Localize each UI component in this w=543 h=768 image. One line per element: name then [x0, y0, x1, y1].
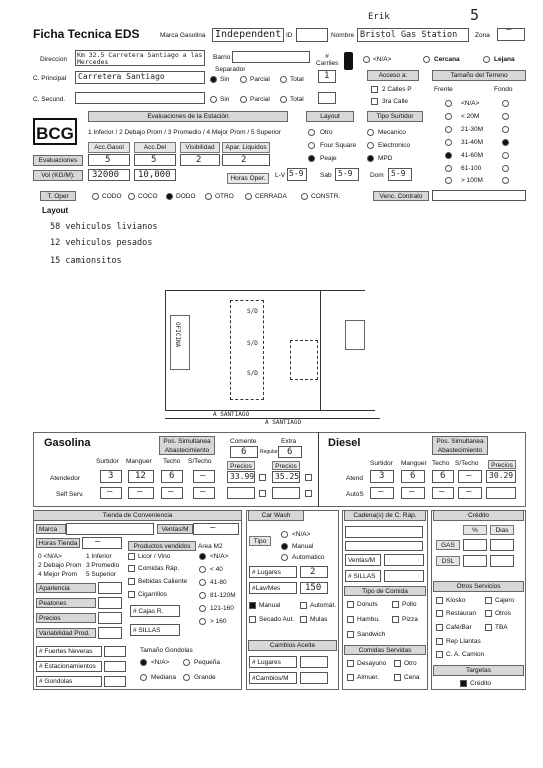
gas-price-2-field[interactable]: 35.25: [272, 471, 300, 483]
carwash-header: Car Wash: [248, 510, 304, 521]
handwritten-name: Erik: [368, 12, 390, 22]
fondo-radio-na[interactable]: [502, 100, 509, 107]
layout-title: Layout: [42, 206, 69, 215]
carwash-lav-value[interactable]: 150: [300, 582, 328, 594]
area-na[interactable]: [199, 553, 206, 560]
eval-header: Evaluaciones de la Estación: [88, 111, 288, 122]
diesel-precios: Precios: [488, 460, 516, 469]
secund-parcial-radio[interactable]: [240, 96, 247, 103]
gas-self-surtidor[interactable]: —: [100, 487, 122, 499]
cadena-header: Cadena(s) de C. Ráp.: [344, 510, 426, 521]
cambios-lugares[interactable]: # Lugares: [249, 656, 297, 668]
estacionamientos-value[interactable]: [104, 661, 126, 672]
toper-dodo[interactable]: [166, 193, 173, 200]
otros-otros[interactable]: [485, 610, 492, 617]
cadena-sillas[interactable]: # SILLAS: [345, 570, 381, 582]
otros-cafe[interactable]: [436, 624, 443, 631]
toper-cerrada[interactable]: [245, 193, 252, 200]
otros-llantas[interactable]: [436, 638, 443, 645]
eval-variabilidad[interactable]: [98, 627, 122, 639]
carwash-lugares[interactable]: # Lugares: [249, 566, 297, 578]
diesel-possim: Pos. Simultanea Abastecimiento: [432, 436, 488, 455]
horas-lv-field[interactable]: 5-9: [287, 168, 307, 181]
secund-total-radio[interactable]: [280, 96, 287, 103]
col-acc-gasol: Acc.Gasol: [88, 142, 130, 153]
layout-note-1: 58 vehiculos livianos: [50, 222, 158, 232]
prod-comidas[interactable]: [128, 565, 135, 572]
bcg-logo: BCG: [33, 118, 77, 145]
cadena-name-field[interactable]: [345, 526, 423, 538]
toper-codo[interactable]: [92, 193, 99, 200]
layout-sketch: OFICINA S/D S/D S/D A SANTIAGO A SANTIAGO: [165, 290, 385, 430]
estacionamientos-field[interactable]: # Estacionamientos: [36, 661, 102, 672]
credito-gas-dias[interactable]: [490, 539, 514, 551]
nombre-label: Nombre: [331, 32, 355, 39]
proximity-na-radio[interactable]: [363, 56, 370, 63]
otros-kiosko[interactable]: [436, 597, 443, 604]
dsl-att-stecho[interactable]: —: [458, 470, 482, 483]
layout-otro-radio[interactable]: [308, 129, 315, 136]
marca-label: Marca Gasolina: [160, 32, 206, 39]
surt-mecanico-radio[interactable]: [367, 129, 374, 136]
nombre-field[interactable]: Bristol Gas Station: [357, 28, 469, 42]
gas-self-check-1[interactable]: [259, 490, 266, 497]
cadena-ventas[interactable]: Ventas/M: [345, 554, 381, 566]
serv-desayuno[interactable]: [347, 660, 354, 667]
office-building: OFICINA: [170, 315, 190, 370]
serv-otro[interactable]: [394, 660, 401, 667]
serv-almuer[interactable]: [347, 674, 354, 681]
prod-cigarrillos[interactable]: [128, 591, 135, 598]
direccion-field[interactable]: Km 32.5 Carretera Santiago a las Mercedes: [75, 50, 205, 66]
secund-sin-radio[interactable]: [210, 96, 217, 103]
frente-radio-60[interactable]: [445, 152, 452, 159]
vol-field-1[interactable]: 32000: [88, 169, 130, 181]
cambios-lugares-value[interactable]: [300, 656, 328, 668]
gondolas-value[interactable]: [104, 676, 126, 687]
cw-manual-check[interactable]: [249, 602, 256, 609]
toper-coco[interactable]: [128, 193, 135, 200]
gasolina-possim: Pos. Simultanea Abastecimiento: [159, 436, 215, 455]
credito-dsl-dias[interactable]: [490, 555, 514, 567]
secund-label: C. Secund.: [33, 96, 66, 103]
dsl-att-surtidor[interactable]: 3: [370, 470, 394, 483]
cambios-header: Cambios Aceite: [248, 640, 337, 651]
horas-sab-field[interactable]: 5-9: [335, 168, 359, 181]
area-40[interactable]: [199, 566, 206, 573]
principal-sin-radio[interactable]: [210, 76, 217, 83]
gond-na[interactable]: [140, 659, 147, 666]
gas-self-techo[interactable]: —: [161, 487, 183, 499]
comida-hambu[interactable]: [347, 616, 354, 623]
carwash-na[interactable]: [281, 531, 288, 538]
frente-radio-20[interactable]: [445, 113, 452, 120]
area-80[interactable]: [199, 579, 206, 586]
acceso-3ra-checkbox[interactable]: [371, 98, 378, 105]
gas-att-stecho[interactable]: —: [193, 470, 215, 483]
pump-island-1: [230, 300, 264, 400]
canopy-building: [345, 320, 365, 350]
cw-mulas-check[interactable]: [300, 616, 307, 623]
cajas-field[interactable]: # Cajas R.: [130, 605, 180, 617]
dsl-att-techo[interactable]: 6: [432, 470, 454, 483]
frente-radio-30[interactable]: [445, 126, 452, 133]
marca-field[interactable]: Independent: [212, 28, 284, 42]
gond-mediana[interactable]: [140, 674, 147, 681]
zona-field[interactable]: —: [497, 28, 525, 41]
comida-pollo[interactable]: [392, 601, 399, 608]
tienda-header: Tienda de Conveniencia: [33, 510, 242, 521]
frente-radio-100[interactable]: [445, 165, 452, 172]
diesel-title: Diesel: [328, 437, 361, 449]
eval-acc-gasol[interactable]: 5: [88, 154, 130, 166]
evaluaciones-label: Evaluaciones: [33, 155, 83, 166]
cambios-mes[interactable]: #Cambios/M: [249, 672, 297, 684]
gas-price-1-check[interactable]: [259, 474, 266, 481]
proximity-lejana-radio[interactable]: [483, 56, 490, 63]
tienda-horas-field[interactable]: —: [82, 537, 122, 549]
layout-note-2: 12 vehiculos pesados: [50, 238, 153, 248]
carwash-manual[interactable]: [281, 543, 288, 550]
gas-self-stecho[interactable]: —: [193, 487, 215, 499]
fondo-radio-30[interactable]: [502, 126, 509, 133]
gas-self-check-2[interactable]: [305, 490, 312, 497]
dsl-auto-price[interactable]: [486, 487, 516, 499]
horas-dom-field[interactable]: 5-9: [388, 168, 412, 181]
cambios-mes-value[interactable]: [300, 672, 328, 684]
eval-apariencia[interactable]: [98, 582, 122, 594]
frente-radio-40[interactable]: [445, 139, 452, 146]
carriles-field[interactable]: 1: [318, 70, 336, 83]
venc-label: Venc. Contrato: [373, 191, 429, 201]
gas-att-surtidor[interactable]: 3: [100, 470, 122, 483]
prod-licor[interactable]: [128, 553, 135, 560]
dsl-auto-stecho[interactable]: —: [458, 487, 482, 499]
page-number: 5: [470, 6, 480, 24]
otros-cajero[interactable]: [485, 597, 492, 604]
gas-precios-1: Precios: [227, 461, 255, 470]
page-title: Ficha Tecnica EDS: [33, 27, 140, 41]
toper-label: T. Oper: [40, 191, 76, 201]
venc-field[interactable]: [432, 190, 526, 201]
eval-scale: 1 Inferior / 2 Debajo Prom / 3 Promedio / 4 Mejor Prom / 5 Superior: [88, 129, 281, 136]
eval-acc-del[interactable]: 5: [134, 154, 176, 166]
serv-cena[interactable]: [394, 674, 401, 681]
fuertes-field[interactable]: # Fuertes Neveras: [36, 646, 102, 657]
credito-gas-pct[interactable]: [463, 539, 487, 551]
gas-price-1-field[interactable]: 33.99: [227, 471, 255, 483]
col-visibilidad: Visibilidad: [180, 142, 220, 153]
tienda-ventas-field[interactable]: —: [193, 523, 239, 535]
surtidor-header: Tipo Surtidor: [367, 111, 423, 122]
eval-peatones[interactable]: [98, 597, 122, 609]
targetas-credito-check[interactable]: [460, 680, 467, 687]
dsl-auto-surtidor[interactable]: —: [370, 487, 394, 499]
toper-otro[interactable]: [205, 193, 212, 200]
vol-field-2[interactable]: 10,000: [134, 169, 176, 181]
area-gt160[interactable]: [199, 618, 206, 625]
gas-att-techo[interactable]: 6: [161, 470, 183, 483]
proximity-cercana-radio[interactable]: [423, 56, 430, 63]
col-apar-liquidos: Apar. Liquidos: [222, 142, 270, 153]
gond-grande[interactable]: [183, 674, 190, 681]
surt-electronico-radio[interactable]: [367, 142, 374, 149]
gas-self-price-1[interactable]: [227, 487, 255, 499]
gas-self-price-2[interactable]: [272, 487, 300, 499]
prod-bebidas[interactable]: [128, 578, 135, 585]
pump-island-2: [290, 340, 318, 380]
id-label: ID: [286, 32, 293, 39]
toper-constr[interactable]: [301, 193, 308, 200]
sillas-field[interactable]: # SILLAS: [130, 624, 180, 636]
eval-visibilidad[interactable]: 2: [180, 154, 220, 166]
barrio-label: Barrio: [213, 54, 231, 61]
comente-field[interactable]: 6: [230, 446, 258, 458]
otros-camion[interactable]: [436, 651, 443, 658]
gondolas-field[interactable]: # Gondolas: [36, 676, 102, 687]
horas-label: Horas Oper.: [227, 173, 269, 184]
frente-radio-na[interactable]: [445, 100, 452, 107]
gas-self-manguer[interactable]: —: [128, 487, 154, 499]
carwash-lugares-value[interactable]: 2: [300, 566, 328, 578]
eval-apar-liquidos[interactable]: 2: [222, 154, 270, 166]
layout-peaje-radio[interactable]: [308, 155, 315, 162]
gond-pequena[interactable]: [183, 659, 190, 666]
col-acc-del: Acc.Del: [134, 142, 176, 153]
principal-field[interactable]: Carretera Santiago: [75, 71, 205, 84]
carwash-lav[interactable]: #Lav/Mes: [249, 582, 297, 594]
eval-precios[interactable]: [98, 612, 122, 624]
dsl-auto-techo[interactable]: —: [432, 487, 454, 499]
layout-foursquare-radio[interactable]: [308, 142, 315, 149]
terreno-header: Tamaño del Terreno: [432, 70, 526, 81]
gas-precios-2: Precios: [272, 461, 300, 470]
comida-sandwich[interactable]: [347, 631, 354, 638]
secund-extra-field[interactable]: [318, 92, 336, 104]
frente-radio-gt100[interactable]: [445, 177, 452, 184]
comida-donuts[interactable]: [347, 601, 354, 608]
credito-header: Crédito: [433, 510, 524, 521]
acceso-header: Acceso a:: [367, 70, 419, 81]
secund-field[interactable]: [75, 92, 205, 104]
principal-parcial-radio[interactable]: [240, 76, 247, 83]
carwash-auto[interactable]: [281, 554, 288, 561]
gas-price-2-check[interactable]: [305, 474, 312, 481]
principal-total-radio[interactable]: [280, 76, 287, 83]
targetas-header: Targetas: [433, 665, 524, 676]
principal-label: C. Principal: [33, 75, 67, 82]
cadena-sub-field[interactable]: [345, 541, 423, 551]
surt-mpd-radio[interactable]: [367, 155, 374, 162]
cadena-sillas-value[interactable]: [384, 570, 424, 582]
cw-secado-check[interactable]: [249, 616, 256, 623]
gas-att-manguer[interactable]: 12: [128, 470, 154, 483]
layout-opts-header: Layout: [306, 111, 354, 122]
fuertes-value[interactable]: [104, 646, 126, 657]
comida-pizza[interactable]: [392, 616, 399, 623]
area-160[interactable]: [199, 605, 206, 612]
fondo-radio-gt100[interactable]: [502, 177, 509, 184]
dsl-att-manguer[interactable]: 6: [401, 470, 425, 483]
otros-restauran[interactable]: [436, 610, 443, 617]
dsl-price-field[interactable]: 30.29: [486, 470, 516, 483]
carriles-label: # Carriles: [316, 53, 339, 67]
direccion-label: Direccion: [40, 56, 68, 63]
credito-dsl-pct[interactable]: [463, 555, 487, 567]
fondo-radio-40[interactable]: [502, 139, 509, 146]
cadena-ventas-value[interactable]: [384, 554, 424, 566]
acceso-2calles-checkbox[interactable]: [371, 86, 378, 93]
fondo-radio-60[interactable]: [502, 152, 509, 159]
otros-tba[interactable]: [485, 624, 492, 631]
id-field[interactable]: [296, 28, 328, 42]
layout-note-3: 15 camionsitos: [50, 256, 122, 266]
tienda-marca-field[interactable]: [66, 523, 154, 535]
cw-auto-check[interactable]: [300, 602, 307, 609]
vol-label: Vol (KG/M):: [33, 170, 83, 181]
fondo-radio-20[interactable]: [502, 113, 509, 120]
extra-field[interactable]: 6: [278, 446, 302, 458]
fondo-radio-100[interactable]: [502, 165, 509, 172]
separador-label: Separador: [215, 66, 246, 73]
traffic-light-icon: [344, 52, 353, 70]
zona-label: Zona: [475, 32, 490, 39]
otros-header: Otros Servicios: [433, 581, 524, 592]
area-120[interactable]: [199, 592, 206, 599]
gasolina-title: Gasolina: [44, 437, 91, 449]
barrio-field[interactable]: [232, 51, 310, 63]
dsl-auto-manguer[interactable]: —: [401, 487, 425, 499]
